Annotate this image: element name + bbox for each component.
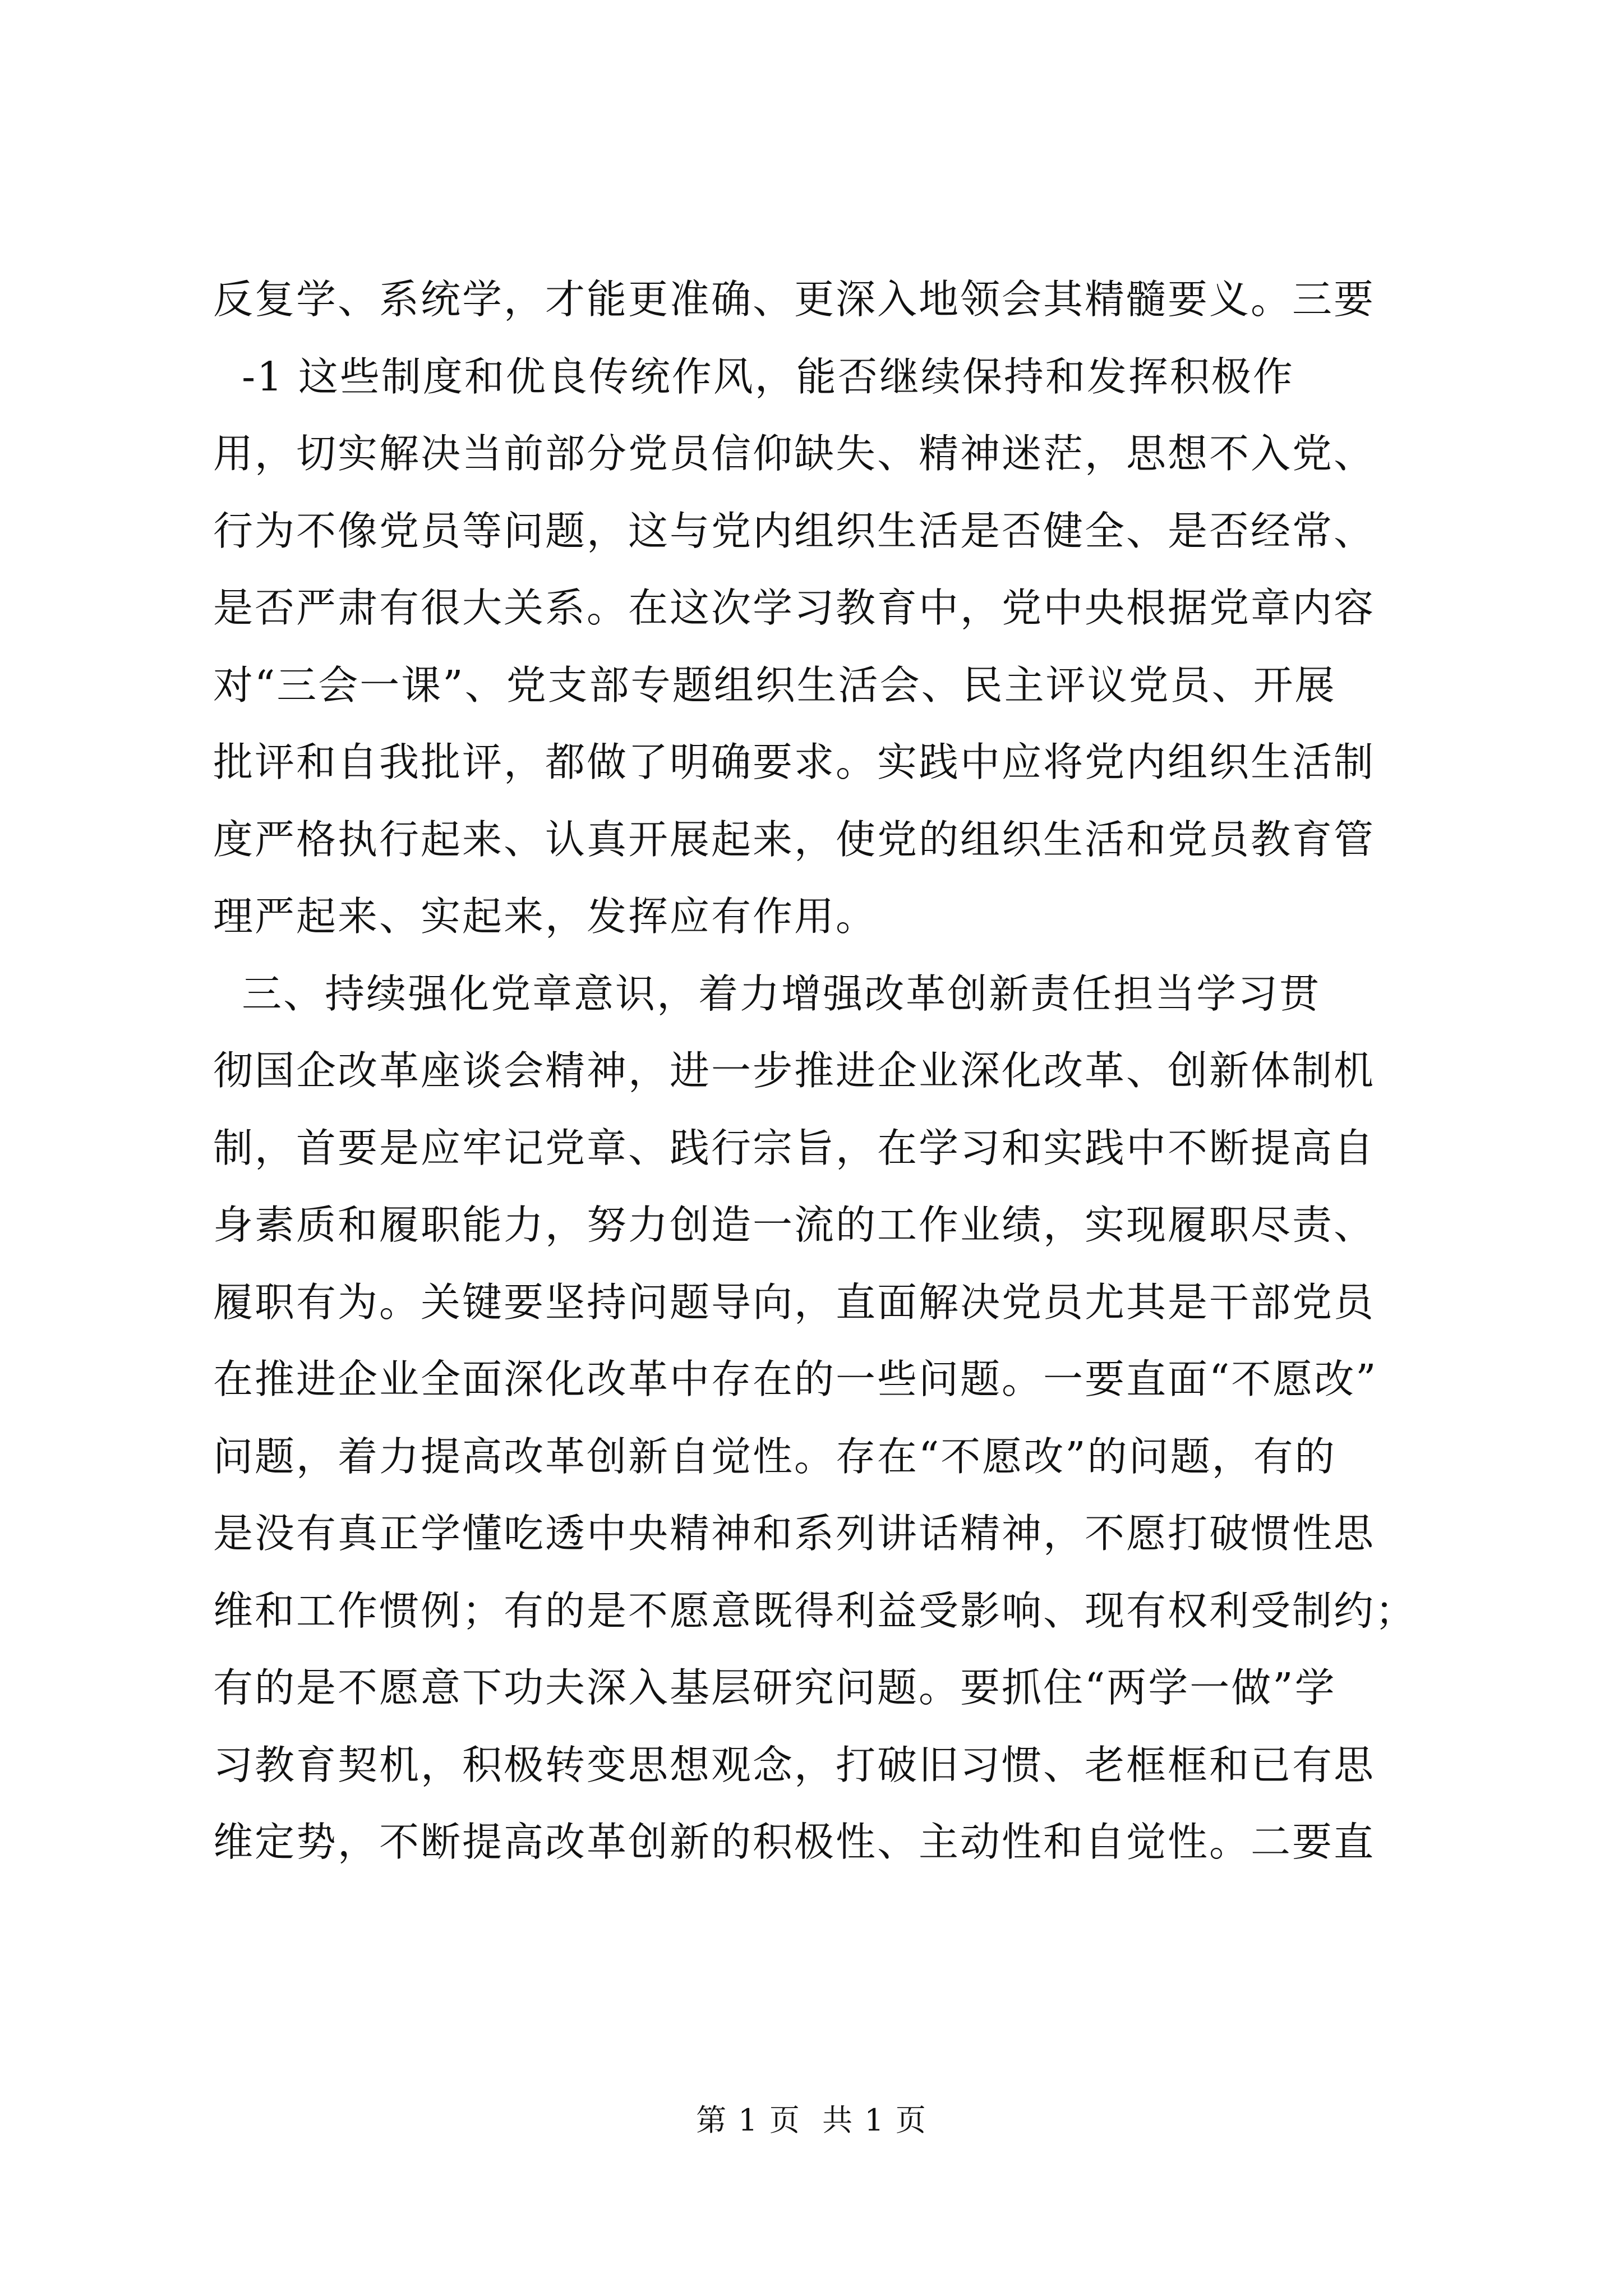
text-line: 身素质和履职能力，努力创造一流的工作业绩，实现履职尽责、	[213, 1202, 1376, 1248]
text-line: 在推进企业全面深化改革中存在的一些问题。一要直面“不愿改”	[213, 1356, 1378, 1402]
text-line: 维和工作惯例；有的是不愿意既得利益受影响、现有权利受制约；	[213, 1587, 1417, 1634]
text-line: 度严格执行起来、认真开展起来，使党的组织生活和党员教育管	[213, 816, 1376, 863]
text-line: 彻国企改革座谈会精神，进一步推进企业深化改革、创新体制机	[213, 1047, 1376, 1094]
text-line: 是否严肃有很大关系。在这次学习教育中，党中央根据党章内容	[213, 585, 1376, 631]
text-line: 习教育契机，积极转变思想观念，打破旧习惯、老框框和已有思	[213, 1741, 1376, 1788]
text-line: 用，切实解决当前部分党员信仰缺失、精神迷茫，思想不入党、	[213, 430, 1376, 477]
document-body	[213, 261, 1419, 1881]
text-line: 制，首要是应牢记党章、践行宗旨，在学习和实践中不断提高自	[213, 1124, 1376, 1171]
text-line: 三、持续强化党章意识，着力增强改革创新责任担当学习贯	[213, 970, 1321, 1017]
text-line: 问题，着力提高改革创新自觉性。存在“不愿改”的问题，有的	[213, 1433, 1336, 1480]
text-line: 批评和自我批评，都做了明确要求。实践中应将党内组织生活制	[213, 739, 1376, 785]
text-line: 维定势，不断提高改革创新的积极性、主动性和自觉性。二要直	[213, 1819, 1376, 1865]
page-footer: 第 1 页 共 1 页	[696, 2102, 927, 2138]
text-line: 反复学、系统学，才能更准确、更深入地领会其精髓要义。三要	[213, 276, 1376, 323]
text-line: 对“三会一课”、党支部专题组织生活会、民主评议党员、开展	[213, 661, 1336, 708]
text-line: 行为不像党员等问题，这与党内组织生活是否健全、是否经常、	[213, 507, 1376, 554]
text-line: 是没有真正学懂吃透中央精神和系列讲话精神，不愿打破惯性思	[213, 1510, 1376, 1557]
text-line: -1 这些制度和优良传统作风，能否继续保持和发挥积极作	[213, 353, 1294, 400]
text-line: 理严起来、实起来，发挥应有作用。	[213, 893, 878, 940]
text-line: 有的是不愿意下功夫深入基层研究问题。要抓住“两学一做”学	[213, 1664, 1336, 1711]
text-line: 履职有为。关键要坚持问题导向，直面解决党员尤其是干部党员	[213, 1278, 1376, 1326]
